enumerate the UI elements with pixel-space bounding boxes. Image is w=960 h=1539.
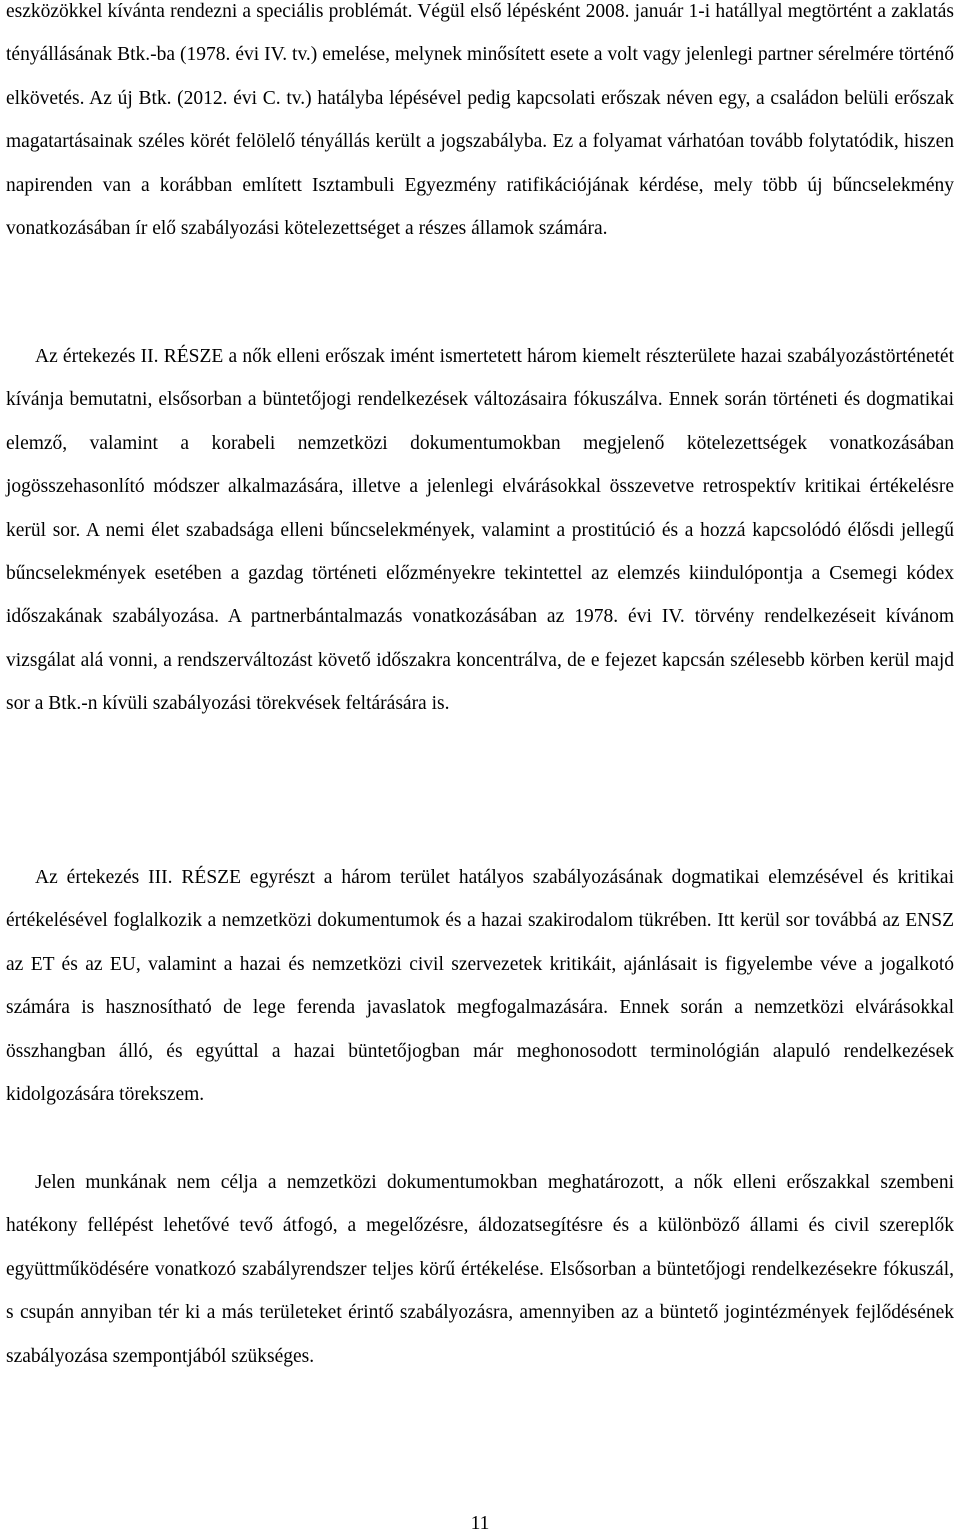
paragraph-3: Az értekezés III. RÉSZE egyrészt a három terület hatályos szabályozásának dogmatikai elemzésével és kritikai értékelésével foglalkozik a nemzetközi dokumentumok és a hazai szakirodalom tükrében. Itt kerül sor továbbá az ENSZ az ET és az EU, valamint a hazai és nemzetközi civil szervezetek kritikáit, ajánlásait is figyelembe véve a jogalkotó számára is hasznosítható de lege ferenda javaslatok megfogalmazására. Ennek során a nemzetközi elvárásokkal összhangban álló, és egyúttal a hazai büntetőjogban már meghonosodott terminológián alapuló rendelkezések kidolgozására törekszem.	[6, 867, 954, 1106]
paragraph-2: Az értekezés II. RÉSZE a nők elleni erőszak imént ismertetett három kiemelt részterülete hazai szabályozástörténetét kívánja bemutatni, elsősorban a büntetőjogi rendelkezések változásaira fókuszálva. Ennek során történeti és dogmatikai elemző, valamint a korabeli nemzetközi dokumentumokban megjelenő kötelezettségek vonatkozásában jogösszehasonlító módszer alkalmazására, illetve a jelenlegi elvárásokkal összevetve retrospektív kritikai értékelésre kerül sor. A nemi élet szabadsága elleni bűncselekmények, valamint a prostitúció és a hozzá kapcsolódó élősdi jellegű bűncselekmények esetében a gazdag történeti előzményekre tekintettel az elemzés kiindulópontja a Csemegi kódex időszakának szabályozása. A partnerbántalmazás vonatkozásában az 1978. évi IV. törvény rendelkezéseit kívánom vizsgálat alá vonni, a rendszerváltozást követő időszakra koncentrálva, de e fejezet kapcsán szélesebb körben kerül majd sor a Btk.-n kívüli szabályozási törekvések feltárására is.	[6, 346, 954, 715]
page-number: 11	[470, 1513, 490, 1534]
paragraph-1: eszközökkel kívánta rendezni a speciális problémát. Végül első lépésként 2008. január 1-i hatállyal megtörtént a zaklatás tényállásának Btk.-ba (1978. évi IV. tv.) emelése, melynek minősített esete a volt vagy jelenlegi partner sérelmére történő elkövetés. Az új Btk. (2012. évi C. tv.) hatályba lépésével pedig kapcsolati erőszak néven egy, a családon belüli erőszak magatartásainak széles körét felölelő tényállás került a jogszabályba. Ez a folyamat várhatóan tovább folytatódik, hiszen napirenden van a korábban említett Isztambuli Egyezmény ratifikációjának kérdése, mely több új bűncselekmény vonatkozásában ír elő szabályozási kötelezettséget a részes államok számára.	[6, 1, 954, 240]
paragraph-4: Jelen munkának nem célja a nemzetközi dokumentumokban meghatározott, a nők elleni erőszakkal szembeni hatékony fellépést lehetővé tevő átfogó, a megelőzésre, áldozatsegítésre és a különböző állami és civil szereplők együttműködésére vonatkozó szabályrendszer teljes körű értékelése. Elsősorban a büntetőjogi rendelkezésekre fókuszál, s csupán annyiban tér ki a más területeket érintő szabályozásra, amennyiben az a büntető jogintézmények fejlődésének szabályozása szempontjából szükséges.	[6, 1172, 954, 1367]
